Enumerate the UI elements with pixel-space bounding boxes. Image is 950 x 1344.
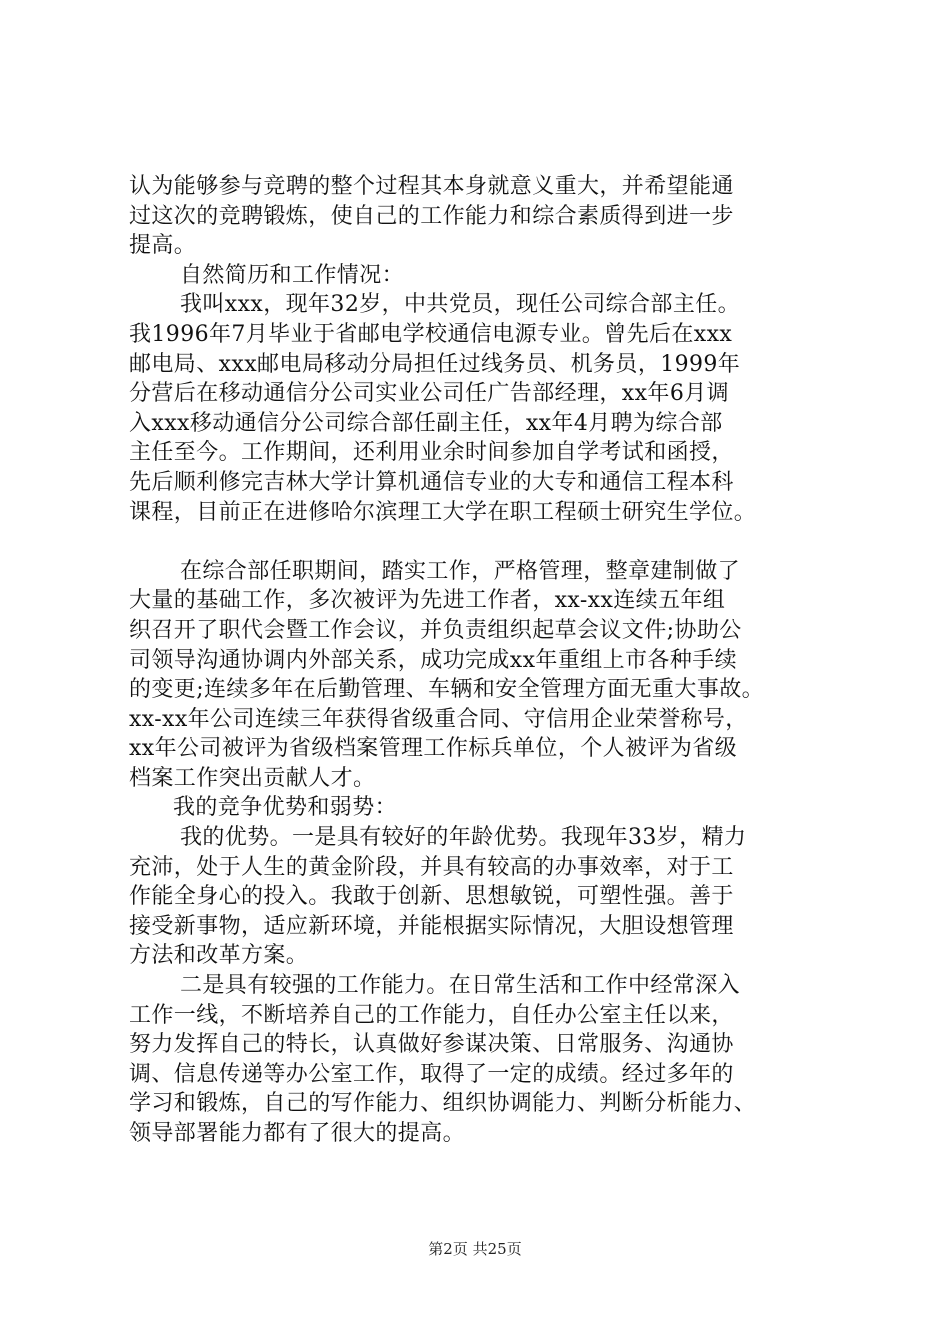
text-line: 二是具有较强的工作能力。在日常生活和工作中经常深入 xyxy=(180,973,741,999)
text-line: 我1996年7月毕业于省邮电学校通信电源专业。曾先后在xxx xyxy=(129,321,733,347)
section-heading: 我的竞争优势和弱势： xyxy=(173,795,398,821)
text-line: 调、信息传递等办公室工作，取得了一定的成绩。经过多年的 xyxy=(129,1061,734,1087)
text-line: 邮电局、xxx邮电局移动分局担任过线务员、机务员，1999年 xyxy=(129,351,741,377)
text-line: 课程，目前正在进修哈尔滨理工大学在职工程硕士研究生学位。 xyxy=(129,499,757,525)
text-line: 档案工作突出贡献人才。 xyxy=(129,765,376,791)
text-line: 先后顺利修完吉林大学计算机通信专业的大专和通信工程本科 xyxy=(129,469,734,495)
text-line: 主任至今。工作期间，还利用业余时间参加自学考试和函授， xyxy=(129,440,734,466)
paragraph-gap xyxy=(129,527,829,557)
text-line: 认为能够参与竞聘的整个过程其本身就意义重大，并希望能通 xyxy=(129,174,734,199)
text-line: xx-xx年公司连续三年获得省级重合同、守信用企业荣誉称号， xyxy=(129,706,748,732)
text-line: 接受新事物，适应新环境，并能根据实际情况，大胆设想管理 xyxy=(129,913,734,939)
text-line: 充沛，处于人生的黄金阶段，并具有较高的办事效率，对于工 xyxy=(129,854,734,880)
page-number-footer: 第2页 共25页 xyxy=(428,1240,522,1258)
text-line: 过这次的竞聘锻炼，使自己的工作能力和综合素质得到进一步 xyxy=(129,203,734,229)
text-line: 工作一线，不断培养自己的工作能力，自任办公室主任以来， xyxy=(129,1002,734,1028)
text-line: 我的优势。一是具有较好的年龄优势。我现年33岁，精力 xyxy=(180,825,747,851)
text-line: 分营后在移动通信分公司实业公司任广告部经理，xx年6月调 xyxy=(129,381,730,407)
text-line: 学习和锻炼，自己的写作能力、组织协调能力、判断分析能力、 xyxy=(129,1091,757,1117)
text-line: 织召开了职代会暨工作会议，并负责组织起草会议文件;协助公 xyxy=(129,617,742,643)
text-line: xx年公司被评为省级档案管理工作标兵单位，个人被评为省级 xyxy=(129,736,738,762)
section-heading: 自然简历和工作情况： xyxy=(180,262,405,288)
text-line: 在综合部任职期间，踏实工作，严格管理，整章建制做了 xyxy=(180,558,741,584)
text-line: 努力发挥自己的特长，认真做好参谋决策、日常服务、沟通协 xyxy=(129,1032,734,1058)
text-line: 的变更;连续多年在后勤管理、车辆和安全管理方面无重大事故。 xyxy=(129,677,765,703)
text-line: 司领导沟通协调内外部关系，成功完成xx年重组上市各种手续 xyxy=(129,647,738,673)
text-line: 作能全身心的投入。我敢于创新、思想敏锐，可塑性强。善于 xyxy=(129,884,734,910)
text-line: 入xxx移动通信分公司综合部任副主任，xx年4月聘为综合部 xyxy=(129,410,723,436)
document-body xyxy=(129,172,829,1149)
text-line: 我叫xxx，现年32岁，中共党员，现任公司综合部主任。 xyxy=(180,292,741,318)
text-line: 大量的基础工作，多次被评为先进工作者，xx-xx连续五年组 xyxy=(129,588,726,614)
text-line: 方法和改革方案。 xyxy=(129,943,309,969)
text-line: 领导部署能力都有了很大的提高。 xyxy=(129,1121,466,1146)
text-line: 提高。 xyxy=(129,233,197,259)
